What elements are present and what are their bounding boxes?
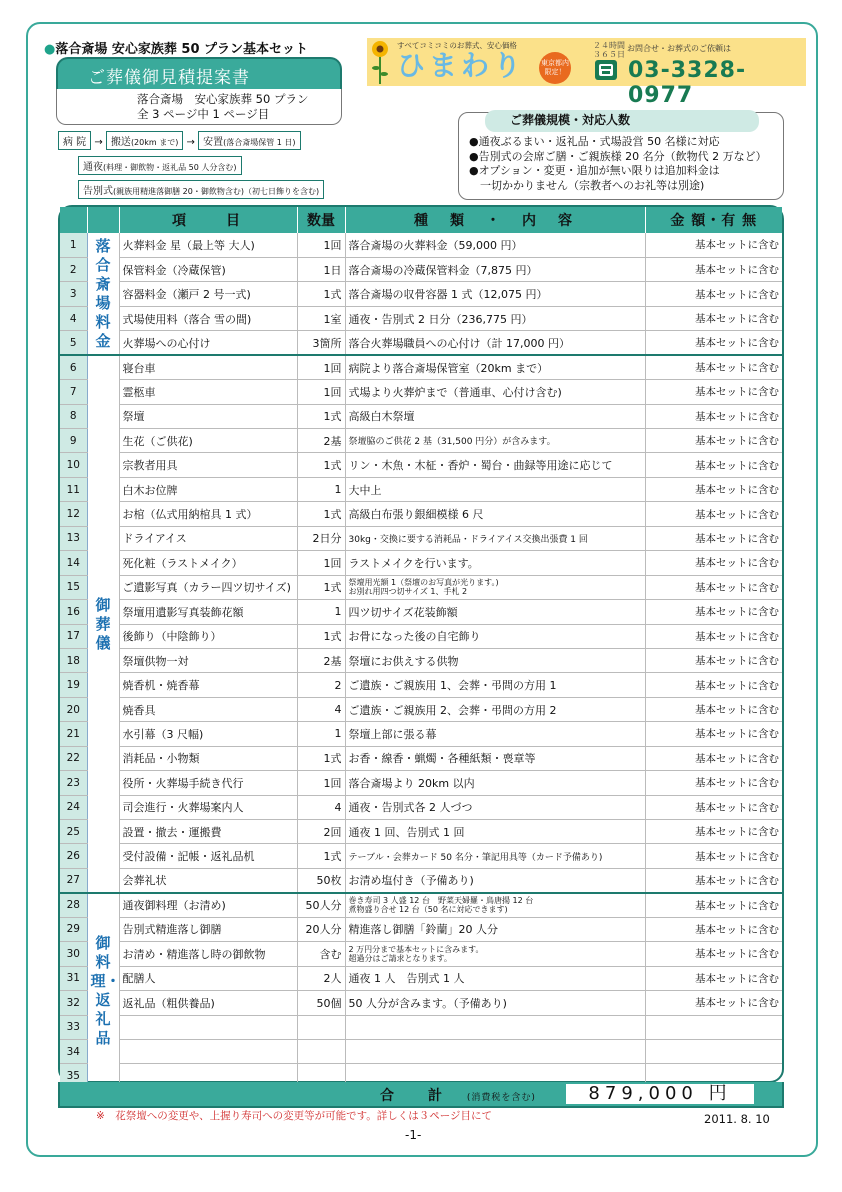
group-label: 御料理・返礼品 <box>87 893 119 1089</box>
row-number: 34 <box>60 1039 87 1063</box>
row-number: 2 <box>60 257 87 281</box>
table-row <box>60 746 782 770</box>
desc-cell: 落合斎場の冷蔵保管料金（7,875 円） <box>345 257 645 281</box>
qty-cell: 1回 <box>297 355 345 379</box>
desc-cell: 落合斎場の収骨容器 1 式（12,075 円） <box>345 282 645 306</box>
row-number: 5 <box>60 331 87 355</box>
item-cell: 容器料金（瀬戸 2 号一式) <box>119 282 297 306</box>
table-row <box>60 453 782 477</box>
qty-cell: 4 <box>297 795 345 819</box>
amount-cell: 基本セットに含む <box>645 991 782 1015</box>
row-number: 23 <box>60 771 87 795</box>
desc-line: お別れ用四つ切サイズ 1、手札 2 <box>348 587 468 597</box>
total-amount: 879,000 円 <box>566 1084 754 1104</box>
amount-cell: 基本セットに含む <box>645 575 782 599</box>
item-cell: 消耗品・小物類 <box>119 746 297 770</box>
row-number: 6 <box>60 355 87 379</box>
desc-cell: 落合斎場より 20km 以内 <box>345 771 645 795</box>
item-cell: 後飾り（中陰飾り） <box>119 624 297 648</box>
item-cell: 霊柩車 <box>119 380 297 404</box>
desc-cell: 通夜・告別式各 2 人づつ <box>345 795 645 819</box>
row-number: 4 <box>60 306 87 330</box>
table-row <box>60 673 782 697</box>
amount-cell: 基本セットに含む <box>645 502 782 526</box>
item-cell: 死化粧（ラストメイク） <box>119 551 297 575</box>
item-cell: 宗教者用具 <box>119 453 297 477</box>
desc-cell: 高級白木祭壇 <box>345 404 645 428</box>
item-cell: お棺（仏式用納棺具 1 式） <box>119 502 297 526</box>
amount-cell: 基本セットに含む <box>645 380 782 404</box>
table-row <box>60 868 782 892</box>
scale-line: ●通夜ぶるまい・返礼品・式場設営 50 名様に対応 <box>469 135 720 148</box>
flow-step-3 <box>78 180 324 199</box>
item-cell: 役所・火葬場手続き代行 <box>119 771 297 795</box>
document-date: 2011. 8. 10 <box>704 1112 770 1126</box>
table-row <box>60 893 782 917</box>
table-row <box>60 820 782 844</box>
row-number: 26 <box>60 844 87 868</box>
qty-cell: 1室 <box>297 306 345 330</box>
amount-cell: 基本セットに含む <box>645 868 782 892</box>
row-number: 18 <box>60 648 87 672</box>
ad-tagline: すべてコミコミのお葬式、安心価格 <box>397 41 517 50</box>
amount-cell: 基本セットに含む <box>645 893 782 917</box>
desc-cell <box>345 575 645 599</box>
qty-cell: 2基 <box>297 429 345 453</box>
flow-storage: 安置(落合斎場保管 1 日) <box>198 131 300 150</box>
item-cell: 返礼品（粗供養品) <box>119 991 297 1015</box>
table-row <box>60 1015 782 1039</box>
amount-cell: 基本セットに含む <box>645 355 782 379</box>
desc-line: 巻き寿司 3 人盛 12 台 野菜天婦羅・鳥唐揚 12 台 <box>348 896 534 906</box>
table-row <box>60 429 782 453</box>
qty-cell: 1式 <box>297 453 345 477</box>
item-cell: 告別式精進落し御膳 <box>119 917 297 941</box>
qty-cell: 4 <box>297 697 345 721</box>
item-cell: 通夜御料理（お清め) <box>119 893 297 917</box>
row-number: 14 <box>60 551 87 575</box>
amount-cell: 基本セットに含む <box>645 600 782 624</box>
row-number: 12 <box>60 502 87 526</box>
item-cell: 火葬場への心付け <box>119 331 297 355</box>
table-row <box>60 917 782 941</box>
qty-cell: 1式 <box>297 624 345 648</box>
row-number: 15 <box>60 575 87 599</box>
table-header <box>60 207 782 233</box>
amount-cell: 基本セットに含む <box>645 648 782 672</box>
qty-cell: 1式 <box>297 746 345 770</box>
row-number: 27 <box>60 868 87 892</box>
table-row <box>60 575 782 599</box>
table-row <box>60 942 782 966</box>
header-spacer <box>87 207 119 233</box>
item-cell: 生花（ご供花) <box>119 429 297 453</box>
qty-cell: 2 <box>297 673 345 697</box>
row-number: 10 <box>60 453 87 477</box>
plan-name: 落合斎場 安心家族葬 50 プラン <box>137 92 309 106</box>
table-row <box>60 991 782 1015</box>
item-cell: 配膳人 <box>119 966 297 990</box>
amount-cell: 基本セットに含む <box>645 526 782 550</box>
phone-number[interactable]: 03-3328-0977 <box>628 58 747 108</box>
desc-cell: 祭壇にお供えする供物 <box>345 648 645 672</box>
row-number: 35 <box>60 1064 87 1088</box>
estimate-table <box>60 207 782 1089</box>
contact-label: お問合せ・お葬式のご依頼は <box>627 44 731 53</box>
row-number: 22 <box>60 746 87 770</box>
table-row <box>60 282 782 306</box>
qty-cell <box>297 1039 345 1063</box>
amount-cell: 基本セットに含む <box>645 942 782 966</box>
row-number: 13 <box>60 526 87 550</box>
table-row <box>60 966 782 990</box>
desc-cell: テーブル・会葬カード 50 名分・筆記用具等（カード予備あり) <box>345 844 645 868</box>
qty-cell: 1式 <box>297 404 345 428</box>
item-cell <box>119 1015 297 1039</box>
amount-cell: 基本セットに含む <box>645 551 782 575</box>
row-number: 33 <box>60 1015 87 1039</box>
desc-cell: お清め塩付き（予備あり) <box>345 868 645 892</box>
desc-cell: 落合火葬場職員への心付け（計 17,000 円） <box>345 331 645 355</box>
qty-cell: 1 <box>297 477 345 501</box>
row-number: 1 <box>60 233 87 257</box>
amount-cell: 基本セットに含む <box>645 697 782 721</box>
plan-info-box <box>56 89 342 125</box>
qty-cell: 1式 <box>297 575 345 599</box>
item-cell: 設置・撤去・運搬費 <box>119 820 297 844</box>
row-number: 21 <box>60 722 87 746</box>
row-number: 19 <box>60 673 87 697</box>
table-row <box>60 722 782 746</box>
amount-cell: 基本セットに含む <box>645 282 782 306</box>
desc-cell: 大中上 <box>345 477 645 501</box>
header-qty: 数量 <box>297 207 345 233</box>
row-number: 31 <box>60 966 87 990</box>
amount-cell: 基本セットに含む <box>645 453 782 477</box>
desc-cell: 精進落し御膳「鈴蘭」20 人分 <box>345 917 645 941</box>
qty-cell: 2基 <box>297 648 345 672</box>
desc-cell <box>345 1039 645 1063</box>
item-cell <box>119 1039 297 1063</box>
brand-logo: ひまわり <box>397 49 526 82</box>
row-number: 30 <box>60 942 87 966</box>
table-row <box>60 306 782 330</box>
desc-line: 超過分はご請求となります。 <box>348 953 452 963</box>
total-bar <box>58 1082 784 1108</box>
item-cell: 式場使用料（落合 雪の間) <box>119 306 297 330</box>
item-cell: 会葬礼状 <box>119 868 297 892</box>
header-amount: 金 額・有 無 <box>645 207 782 233</box>
estimate-table-wrap <box>58 205 784 1083</box>
desc-cell: 通夜・告別式 2 日分（236,775 円） <box>345 306 645 330</box>
qty-cell: 1回 <box>297 551 345 575</box>
row-number: 8 <box>60 404 87 428</box>
table-row <box>60 697 782 721</box>
amount-cell: 基本セットに含む <box>645 331 782 355</box>
amount-cell: 基本セットに含む <box>645 795 782 819</box>
desc-cell: ラストメイクを行います。 <box>345 551 645 575</box>
header-item: 項 目 <box>119 207 297 233</box>
desc-cell: 通夜 1 人 告別式 1 人 <box>345 966 645 990</box>
table-row <box>60 551 782 575</box>
table-row <box>60 648 782 672</box>
amount-cell: 基本セットに含む <box>645 820 782 844</box>
desc-cell <box>345 942 645 966</box>
item-cell: 司会進行・火葬場案内人 <box>119 795 297 819</box>
total-label: 合 計 (消費税を含む) <box>380 1088 536 1104</box>
amount-cell: 基本セットに含む <box>645 306 782 330</box>
scale-line: ●オプション・変更・追加が無い限りは追加料金は <box>469 164 720 177</box>
row-number: 16 <box>60 600 87 624</box>
qty-cell: 20人分 <box>297 917 345 941</box>
qty-cell: 2日分 <box>297 526 345 550</box>
desc-line: 2 万円分まで基本セットに含みます。 <box>348 944 484 954</box>
desc-cell: 病院より落合斎場保管室（20km まで） <box>345 355 645 379</box>
flow-transport: 搬送(20km まで) <box>106 131 183 150</box>
flow-step-2 <box>78 156 242 175</box>
amount-cell: 基本セットに含む <box>645 917 782 941</box>
row-number: 7 <box>60 380 87 404</box>
flow-wake: 通夜(料理・御飲物・返礼品 50 人分含む) <box>78 156 242 175</box>
header-desc: 種 類 ・ 内 容 <box>345 207 645 233</box>
item-cell: 火葬料金 星（最上等 大人) <box>119 233 297 257</box>
phone-icon <box>595 60 617 80</box>
desc-line: 煮物盛り合せ 12 台（50 名に対応できます) <box>348 905 508 915</box>
desc-cell: 祭壇脇のご供花 2 基（31,500 円分）が含みます。 <box>345 429 645 453</box>
desc-cell: ご遺族・ご親族用 1、会葬・弔問の方用 1 <box>345 673 645 697</box>
table-row <box>60 771 782 795</box>
desc-line: 祭壇用光額 1（祭壇のお写真が光ります。) <box>348 578 499 588</box>
amount-cell: 基本セットに含む <box>645 429 782 453</box>
group-label: 御 葬 儀 <box>87 355 119 893</box>
desc-cell: ご遺族・ご親族用 2、会葬・弔問の方用 2 <box>345 697 645 721</box>
table-row <box>60 477 782 501</box>
qty-cell: 含む <box>297 942 345 966</box>
desc-cell: お香・線香・蝋燭・各種紙類・喪章等 <box>345 746 645 770</box>
amount-cell: 基本セットに含む <box>645 673 782 697</box>
sunflower-icon <box>369 40 391 84</box>
table-row <box>60 502 782 526</box>
desc-cell: 祭壇上部に張る幕 <box>345 722 645 746</box>
item-cell: 白木お位牌 <box>119 477 297 501</box>
group-label: 落合斎場料金 <box>87 233 119 355</box>
qty-cell: 1 <box>297 600 345 624</box>
hours-label: ２４時間 ３６５日 <box>593 41 625 59</box>
item-cell: 焼香机・焼香幕 <box>119 673 297 697</box>
amount-cell: 基本セットに含む <box>645 257 782 281</box>
estimate-banner: ご葬儀御見積提案書 <box>56 57 342 89</box>
amount-cell: 基本セットに含む <box>645 722 782 746</box>
amount-cell <box>645 1015 782 1039</box>
table-row <box>60 355 782 379</box>
qty-cell: 2人 <box>297 966 345 990</box>
table-row <box>60 526 782 550</box>
desc-cell: 50 人分が含みます。（予備あり) <box>345 991 645 1015</box>
item-cell: ご遺影写真（カラー四ツ切サイズ) <box>119 575 297 599</box>
item-cell: 焼香具 <box>119 697 297 721</box>
row-number: 9 <box>60 429 87 453</box>
scale-line: 一切かかりません（宗教者へのお礼等は別途) <box>469 178 705 192</box>
amount-cell <box>645 1039 782 1063</box>
desc-cell: お骨になった後の自宅飾り <box>345 624 645 648</box>
item-cell: 保管料金（冷蔵保管) <box>119 257 297 281</box>
row-number: 25 <box>60 820 87 844</box>
company-ad <box>367 38 806 108</box>
page-number: -1- <box>405 1128 422 1142</box>
header-spacer <box>60 207 87 233</box>
qty-cell: 1回 <box>297 233 345 257</box>
amount-cell: 基本セットに含む <box>645 746 782 770</box>
footer-note: ※ 花祭壇への変更や、上握り寿司への変更等が可能です。詳しくは３ページ目にて <box>96 1110 493 1122</box>
desc-cell: 30kg・交換に要する消耗品・ドライアイス交換出張費 1 回 <box>345 526 645 550</box>
document-title: ●落合斎場 安心家族葬 50 プラン基本セット <box>44 42 309 57</box>
table-row <box>60 844 782 868</box>
flow-step-1: 病 院 → 搬送(20km まで) → 安置(落合斎場保管 1 日) <box>58 131 301 150</box>
item-cell: 祭壇供物一対 <box>119 648 297 672</box>
scale-line: ●告別式の会席ご膳・ご親族様 20 名分（飲物代 2 万など） <box>469 149 767 163</box>
table-row <box>60 600 782 624</box>
table-row <box>60 624 782 648</box>
table-row <box>60 331 782 355</box>
item-cell: 水引幕（3 尺幅) <box>119 722 297 746</box>
qty-cell: 50人分 <box>297 893 345 917</box>
row-number: 20 <box>60 697 87 721</box>
amount-cell: 基本セットに含む <box>645 233 782 257</box>
item-cell: 寝台車 <box>119 355 297 379</box>
qty-cell: 50個 <box>297 991 345 1015</box>
desc-cell: 式場より火葬炉まで（普通車、心付け含む) <box>345 380 645 404</box>
scale-box <box>458 112 784 200</box>
page-count: 全 3 ページ中 1 ページ目 <box>137 107 270 121</box>
item-cell: お清め・精進落し時の御飲物 <box>119 942 297 966</box>
qty-cell: 1式 <box>297 282 345 306</box>
row-number: 3 <box>60 282 87 306</box>
desc-cell: 落合斎場の火葬料金（59,000 円） <box>345 233 645 257</box>
qty-cell: 1日 <box>297 257 345 281</box>
qty-cell: 1回 <box>297 771 345 795</box>
item-cell: ドライアイス <box>119 526 297 550</box>
qty-cell: 50枚 <box>297 868 345 892</box>
item-cell: 受付設備・記帳・返礼品机 <box>119 844 297 868</box>
amount-cell: 基本セットに含む <box>645 966 782 990</box>
qty-cell <box>297 1015 345 1039</box>
item-cell: 祭壇用遺影写真装飾花額 <box>119 600 297 624</box>
desc-cell <box>345 1015 645 1039</box>
row-number: 24 <box>60 795 87 819</box>
table-row <box>60 404 782 428</box>
desc-cell: リン・木魚・木柾・香炉・蜀台・曲録等用途に応じて <box>345 453 645 477</box>
qty-cell: 1式 <box>297 844 345 868</box>
table-row <box>60 1039 782 1063</box>
row-number: 29 <box>60 917 87 941</box>
table-row <box>60 233 782 257</box>
qty-cell: 1 <box>297 722 345 746</box>
amount-cell: 基本セットに含む <box>645 771 782 795</box>
row-number: 11 <box>60 477 87 501</box>
amount-cell: 基本セットに含む <box>645 477 782 501</box>
desc-cell: 高級白布張り銀細模様 6 尺 <box>345 502 645 526</box>
qty-cell: 1回 <box>297 380 345 404</box>
flow-hospital: 病 院 <box>58 131 91 150</box>
table-row <box>60 257 782 281</box>
qty-cell: 1式 <box>297 502 345 526</box>
qty-cell: 2回 <box>297 820 345 844</box>
flow-funeral: 告別式(親族用精進落御膳 20・御飲物含む)（初七日飾りを含む) <box>78 180 324 199</box>
desc-cell: 四ツ切サイズ花装飾額 <box>345 600 645 624</box>
table-row <box>60 380 782 404</box>
area-badge: 東京都内限定！ <box>539 52 571 84</box>
desc-cell: 通夜 1 回、告別式 1 回 <box>345 820 645 844</box>
row-number: 28 <box>60 893 87 917</box>
scale-heading: ご葬儀規模・対応人数 <box>485 110 759 132</box>
row-number: 17 <box>60 624 87 648</box>
qty-cell: 3箇所 <box>297 331 345 355</box>
table-row <box>60 795 782 819</box>
amount-cell: 基本セットに含む <box>645 404 782 428</box>
desc-cell <box>345 893 645 917</box>
amount-cell: 基本セットに含む <box>645 624 782 648</box>
amount-cell: 基本セットに含む <box>645 844 782 868</box>
row-number: 32 <box>60 991 87 1015</box>
item-cell: 祭壇 <box>119 404 297 428</box>
